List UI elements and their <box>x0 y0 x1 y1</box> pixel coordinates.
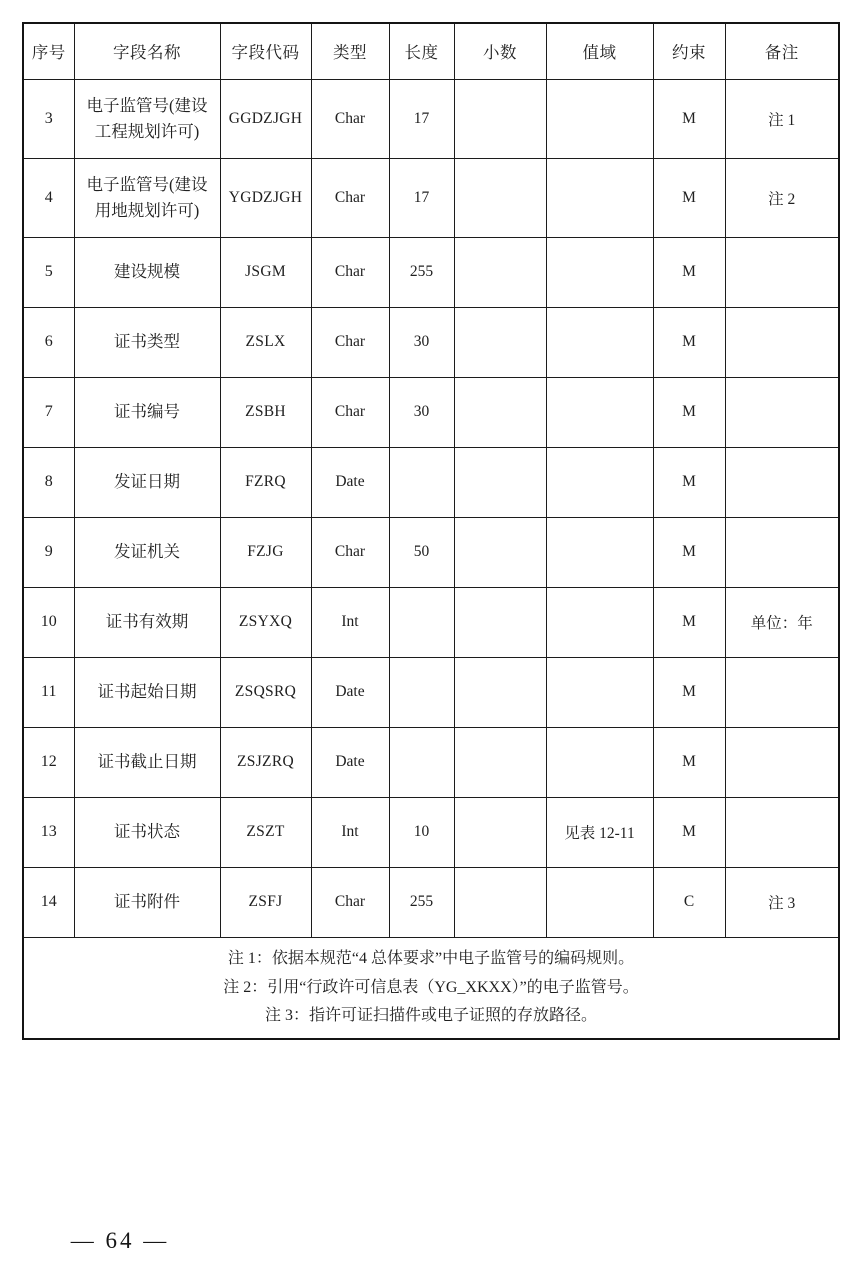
cell-value-range <box>546 727 653 797</box>
cell-constraint: M <box>653 79 725 158</box>
cell-field-name <box>74 867 220 937</box>
table-row <box>23 657 839 727</box>
field-name-line: 电子监管号(建设 <box>86 95 208 115</box>
table-notes-row <box>23 937 839 1039</box>
cell-sequence: 10 <box>23 587 74 657</box>
cell-type: Int <box>311 797 389 867</box>
cell-field-code: FZJG <box>220 517 311 587</box>
cell-field-name <box>74 797 220 867</box>
cell-sequence: 3 <box>23 79 74 158</box>
cell-decimal <box>454 797 546 867</box>
cell-remark <box>725 797 839 867</box>
field-name-line: 工程规划许可) <box>94 121 200 141</box>
cell-value-range <box>546 79 653 158</box>
cell-constraint: M <box>653 657 725 727</box>
cell-remark: 单位：年 <box>725 587 839 657</box>
field-name-line: 证书类型 <box>114 332 180 352</box>
cell-type: Char <box>311 307 389 377</box>
cell-decimal <box>454 727 546 797</box>
cell-sequence: 7 <box>23 377 74 447</box>
cell-field-name <box>74 447 220 517</box>
cell-decimal <box>454 587 546 657</box>
cell-length: 50 <box>389 517 454 587</box>
cell-field-name <box>74 517 220 587</box>
cell-value-range <box>546 867 653 937</box>
cell-field-code: JSGM <box>220 237 311 307</box>
cell-field-code: GGDZJGH <box>220 79 311 158</box>
cell-value-range: 见表 12-11 <box>546 797 653 867</box>
cell-type: Char <box>311 237 389 307</box>
cell-decimal <box>454 867 546 937</box>
table-header <box>23 23 839 79</box>
column-header-type: 类型 <box>311 23 389 79</box>
field-name-line: 证书起始日期 <box>97 682 197 702</box>
cell-constraint: M <box>653 307 725 377</box>
field-name-line: 证书状态 <box>114 822 180 842</box>
cell-type: Char <box>311 79 389 158</box>
cell-remark <box>725 307 839 377</box>
cell-sequence: 12 <box>23 727 74 797</box>
cell-value-range <box>546 447 653 517</box>
cell-type: Char <box>311 867 389 937</box>
cell-length <box>389 587 454 657</box>
cell-field-name <box>74 587 220 657</box>
cell-length: 255 <box>389 237 454 307</box>
cell-length <box>389 727 454 797</box>
cell-length: 30 <box>389 307 454 377</box>
cell-field-name <box>74 377 220 447</box>
cell-type: Char <box>311 517 389 587</box>
cell-field-name <box>74 307 220 377</box>
table-row <box>23 727 839 797</box>
table-note-line: 注 2：引用“行政许可信息表（YG_XKXX）”的电子监管号。 <box>223 978 639 996</box>
cell-remark <box>725 377 839 447</box>
cell-length <box>389 447 454 517</box>
column-header-remark: 备注 <box>725 23 839 79</box>
field-name-line: 证书截止日期 <box>97 752 197 772</box>
cell-constraint: M <box>653 377 725 447</box>
cell-field-code: ZSFJ <box>220 867 311 937</box>
cell-field-code: ZSYXQ <box>220 587 311 657</box>
cell-field-name <box>74 158 220 237</box>
cell-length: 30 <box>389 377 454 447</box>
field-name-line: 建设规模 <box>114 262 180 282</box>
cell-remark: 注 1 <box>725 79 839 158</box>
cell-value-range <box>546 517 653 587</box>
column-header-name: 字段名称 <box>74 23 220 79</box>
cell-constraint: M <box>653 587 725 657</box>
cell-constraint: M <box>653 447 725 517</box>
cell-field-code: FZRQ <box>220 447 311 517</box>
table-row <box>23 158 839 237</box>
cell-type: Int <box>311 587 389 657</box>
cell-type: Char <box>311 377 389 447</box>
cell-remark <box>725 237 839 307</box>
cell-sequence: 4 <box>23 158 74 237</box>
cell-constraint: M <box>653 517 725 587</box>
column-header-decimal: 小数 <box>454 23 546 79</box>
cell-value-range <box>546 237 653 307</box>
cell-field-code: ZSJZRQ <box>220 727 311 797</box>
column-header-code: 字段代码 <box>220 23 311 79</box>
field-name-line: 证书编号 <box>114 402 180 422</box>
cell-sequence: 9 <box>23 517 74 587</box>
cell-field-code: ZSLX <box>220 307 311 377</box>
cell-field-name <box>74 79 220 158</box>
cell-constraint: M <box>653 797 725 867</box>
field-name-line: 用地规划许可) <box>94 200 200 220</box>
cell-sequence: 6 <box>23 307 74 377</box>
cell-value-range <box>546 158 653 237</box>
cell-remark: 注 3 <box>725 867 839 937</box>
cell-constraint: C <box>653 867 725 937</box>
table-row <box>23 797 839 867</box>
cell-value-range <box>546 307 653 377</box>
cell-length <box>389 657 454 727</box>
cell-decimal <box>454 657 546 727</box>
column-header-range: 值域 <box>546 23 653 79</box>
cell-remark <box>725 657 839 727</box>
cell-value-range <box>546 657 653 727</box>
page-number: — 64 — <box>70 1228 170 1253</box>
cell-decimal <box>454 377 546 447</box>
field-name-line: 发证日期 <box>114 472 180 492</box>
cell-decimal <box>454 79 546 158</box>
table-row <box>23 237 839 307</box>
cell-field-name <box>74 727 220 797</box>
table-notes <box>23 937 839 1039</box>
field-name-line: 证书附件 <box>114 892 180 912</box>
table-row <box>23 377 839 447</box>
cell-sequence: 8 <box>23 447 74 517</box>
cell-field-name <box>74 237 220 307</box>
table-body <box>23 79 839 1039</box>
cell-value-range <box>546 587 653 657</box>
cell-field-code: YGDZJGH <box>220 158 311 237</box>
column-header-seq: 序号 <box>23 23 74 79</box>
cell-remark <box>725 727 839 797</box>
cell-decimal <box>454 237 546 307</box>
cell-sequence: 14 <box>23 867 74 937</box>
table-row <box>23 587 839 657</box>
cell-length: 17 <box>389 158 454 237</box>
cell-field-code: ZSQSRQ <box>220 657 311 727</box>
column-header-length: 长度 <box>389 23 454 79</box>
table-row <box>23 867 839 937</box>
cell-decimal <box>454 517 546 587</box>
cell-field-code: ZSBH <box>220 377 311 447</box>
cell-decimal <box>454 447 546 517</box>
table-row <box>23 517 839 587</box>
table-header-row <box>23 23 839 79</box>
table-note-line: 注 1：依据本规范“4 总体要求”中电子监管号的编码规则。 <box>227 950 635 968</box>
cell-length: 17 <box>389 79 454 158</box>
field-spec-table <box>22 22 840 1040</box>
cell-type: Date <box>311 657 389 727</box>
table-note-line: 注 3：指许可证扫描件或电子证照的存放路径。 <box>264 1006 597 1024</box>
table-row <box>23 447 839 517</box>
table-row <box>23 307 839 377</box>
cell-sequence: 5 <box>23 237 74 307</box>
cell-field-name <box>74 657 220 727</box>
cell-remark: 注 2 <box>725 158 839 237</box>
cell-remark <box>725 517 839 587</box>
cell-sequence: 13 <box>23 797 74 867</box>
field-spec-table-container <box>22 22 838 1040</box>
cell-field-code: ZSZT <box>220 797 311 867</box>
cell-value-range <box>546 377 653 447</box>
field-name-line: 电子监管号(建设 <box>86 174 208 194</box>
cell-sequence: 11 <box>23 657 74 727</box>
cell-type: Date <box>311 727 389 797</box>
cell-type: Date <box>311 447 389 517</box>
field-name-line: 发证机关 <box>114 542 180 562</box>
cell-length: 255 <box>389 867 454 937</box>
cell-type: Char <box>311 158 389 237</box>
cell-decimal <box>454 158 546 237</box>
table-row <box>23 79 839 158</box>
cell-constraint: M <box>653 237 725 307</box>
cell-decimal <box>454 307 546 377</box>
column-header-constraint: 约束 <box>653 23 725 79</box>
cell-constraint: M <box>653 158 725 237</box>
cell-length: 10 <box>389 797 454 867</box>
field-name-line: 证书有效期 <box>105 612 189 632</box>
cell-constraint: M <box>653 727 725 797</box>
cell-remark <box>725 447 839 517</box>
